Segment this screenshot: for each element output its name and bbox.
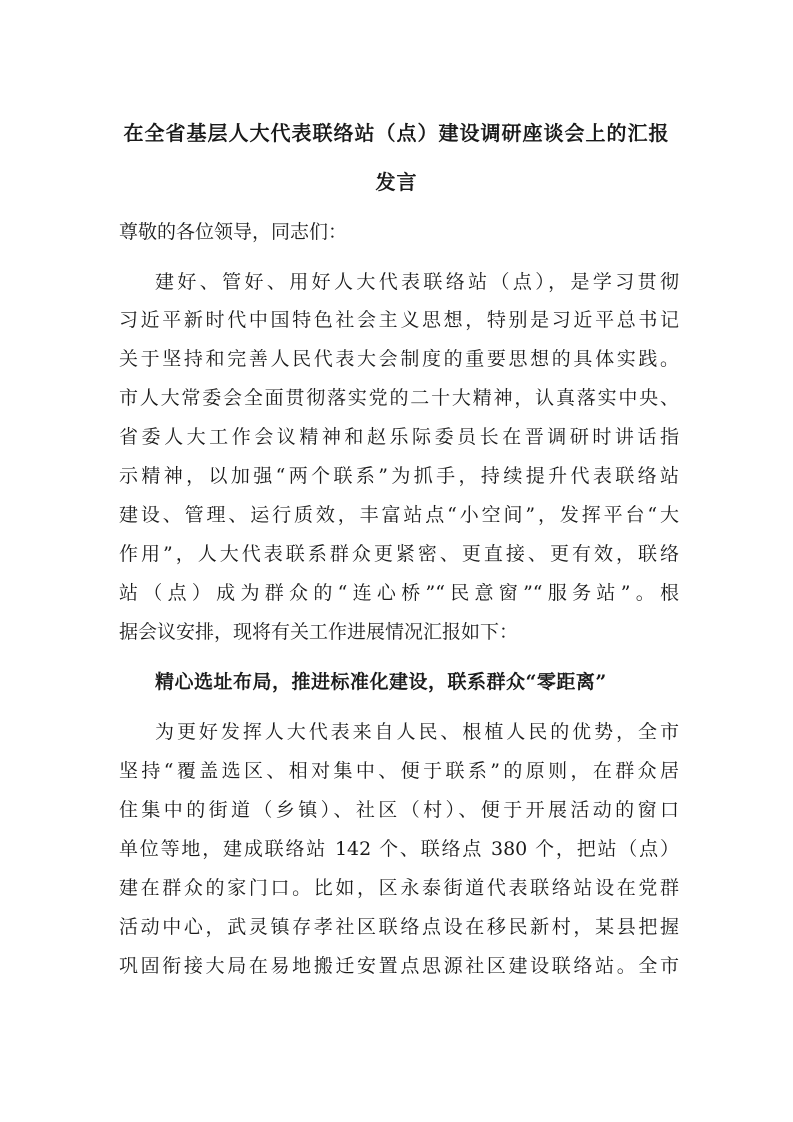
document-title-line-1: 在全省基层人大代表联络站（点）建设调研座谈会上的汇报 xyxy=(123,121,670,145)
paragraph-2-line: 活动中心，武灵镇存孝社区联络点设在移民新村，某县把握 xyxy=(119,916,679,938)
paragraph-2-line: 坚持“覆盖选区、相对集中、便于联系”的原则，在群众居 xyxy=(119,760,679,782)
paragraph-1-line: 作用”，人大代表联系群众更紧密、更直接、更有效，联络 xyxy=(119,543,679,565)
paragraph-1-line: 站（点）成为群众的“连心桥”“民意窗”“服务站”。根 xyxy=(119,582,679,604)
paragraph-1-line: 建设、管理、运行质效，丰富站点“小空间”，发挥平台“大 xyxy=(119,504,679,526)
salutation: 尊敬的各位领导，同志们： xyxy=(119,221,348,243)
paragraph-2-line: 住集中的街道（乡镇）、社区（村）、便于开展活动的窗口 xyxy=(119,799,679,821)
paragraph-2-line: 为更好发挥人大代表来自人民、根植人民的优势，全市 xyxy=(155,721,679,743)
paragraph-2-line: 巩固衔接大局在易地搬迁安置点思源社区建设联络站。全市 xyxy=(119,955,679,977)
paragraph-2-line: 建在群众的家门口。比如，区永泰街道代表联络站设在党群 xyxy=(119,877,679,899)
paragraph-1-line: 示精神，以加强“两个联系”为抓手，持续提升代表联络站 xyxy=(119,465,679,487)
paragraph-1-line: 据会议安排，现将有关工作进展情况汇报如下： xyxy=(119,621,519,643)
paragraph-1-line: 省委人大工作会议精神和赵乐际委员长在晋调研时讲话指 xyxy=(119,426,679,448)
paragraph-1-line: 市人大常委会全面贯彻落实党的二十大精神，认真落实中央、 xyxy=(119,387,679,409)
document-title-line-2: 发言 xyxy=(375,170,418,194)
paragraph-1-line: 建好、管好、用好人大代表联络站（点），是学习贯彻 xyxy=(155,271,679,293)
paragraph-2-line: 单位等地，建成联络站 142 个、联络点 380 个，把站（点） xyxy=(119,838,679,860)
paragraph-1-line: 习近平新时代中国特色社会主义思想，特别是习近平总书记 xyxy=(119,309,679,331)
section-heading: 精心选址布局，推进标准化建设，联系群众“零距离” xyxy=(155,671,607,693)
paragraph-1-line: 关于坚持和完善人民代表大会制度的重要思想的具体实践。 xyxy=(119,348,679,370)
